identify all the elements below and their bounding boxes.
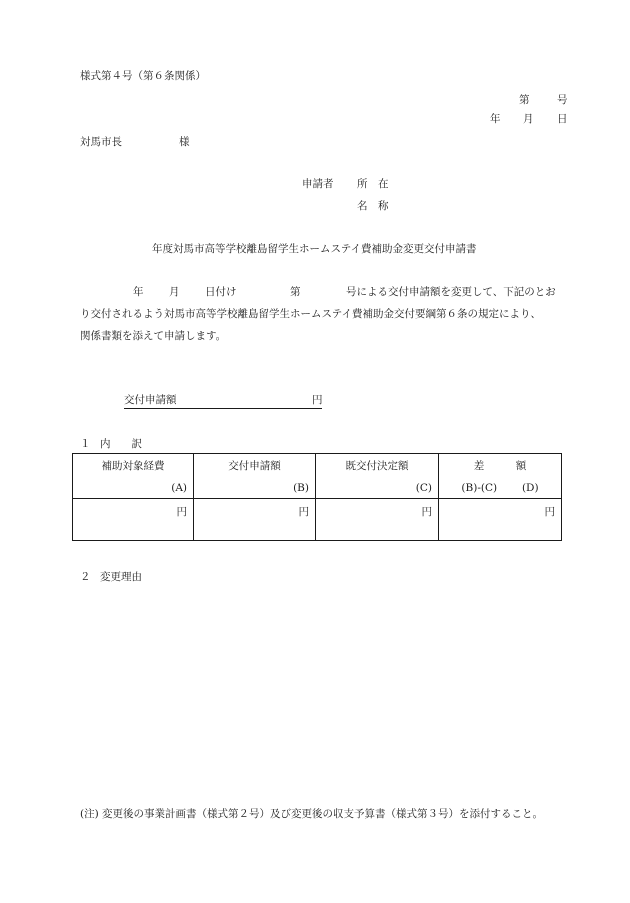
col-label: 既交付決定額 xyxy=(345,460,409,472)
value-eligible-expenses xyxy=(73,499,194,541)
body-line1-text: 号による交付申請額を変更して、下記のとお xyxy=(346,286,556,298)
yen-unit: 円 xyxy=(544,506,555,518)
yen-unit: 円 xyxy=(298,506,309,518)
amount-unit: 円 xyxy=(312,394,323,406)
body-no-prefix: 第 xyxy=(290,286,301,298)
addressee-honorific: 様 xyxy=(179,136,190,148)
date-year: 年 xyxy=(490,113,501,125)
col-label: 差 額 xyxy=(473,460,527,472)
col-code: (A) xyxy=(171,482,187,494)
col-header-application-amount xyxy=(194,454,316,499)
footnote: (注) 変更後の事業計画書（様式第２号）及び変更後の収支予算書（様式第３号）を添付すること。 xyxy=(80,808,544,820)
date-day: 日 xyxy=(557,113,568,125)
col-code: (C) xyxy=(415,482,432,494)
date-month: 月 xyxy=(523,113,534,125)
body-line3: 関係書類を添えて申請します。 xyxy=(80,330,227,342)
col-code: (D) xyxy=(521,482,539,494)
document-title: 年度対馬市高等学校離島留学生ホームステイ費補助金変更交付申請書 xyxy=(152,243,477,255)
applicant-name-label: 名 称 xyxy=(357,200,389,212)
addressee-name: 対馬市長 xyxy=(80,136,122,148)
applicant-label: 申請者 xyxy=(302,178,334,190)
value-decided-amount xyxy=(316,499,439,541)
form-number: 様式第４号（第６条関係） xyxy=(80,70,206,82)
document-number-prefix: 第 xyxy=(519,94,530,106)
section2-number: ２ xyxy=(80,571,91,583)
col-header-difference xyxy=(439,454,562,499)
value-difference xyxy=(439,499,562,541)
col-code: (B) xyxy=(293,482,309,494)
col-code-formula: (B)-(C) xyxy=(461,482,498,494)
section2-title: 変更理由 xyxy=(100,571,142,583)
section1-number: １ xyxy=(80,438,91,450)
body-dated: 日付け xyxy=(205,286,237,298)
breakdown-table xyxy=(72,453,562,541)
col-label: 交付申請額 xyxy=(228,460,281,472)
yen-unit: 円 xyxy=(421,506,432,518)
col-label: 補助対象経費 xyxy=(101,460,165,472)
body-line2: り交付されるよう対馬市高等学校離島留学生ホームステイ費補助金交付要綱第６条の規定により、 xyxy=(80,308,542,320)
yen-unit: 円 xyxy=(176,506,187,518)
body-year: 年 xyxy=(133,286,144,298)
section1-title: 内 訳 xyxy=(100,438,142,450)
table-header-row xyxy=(73,454,562,499)
document-number-suffix: 号 xyxy=(557,94,568,106)
applicant-address-label: 所 在 xyxy=(357,178,389,190)
table-row xyxy=(73,499,562,541)
value-application-amount xyxy=(194,499,316,541)
amount-label: 交付申請額 xyxy=(124,394,177,406)
col-header-decided-amount xyxy=(316,454,439,499)
col-header-eligible-expenses xyxy=(73,454,194,499)
body-month: 月 xyxy=(169,286,180,298)
